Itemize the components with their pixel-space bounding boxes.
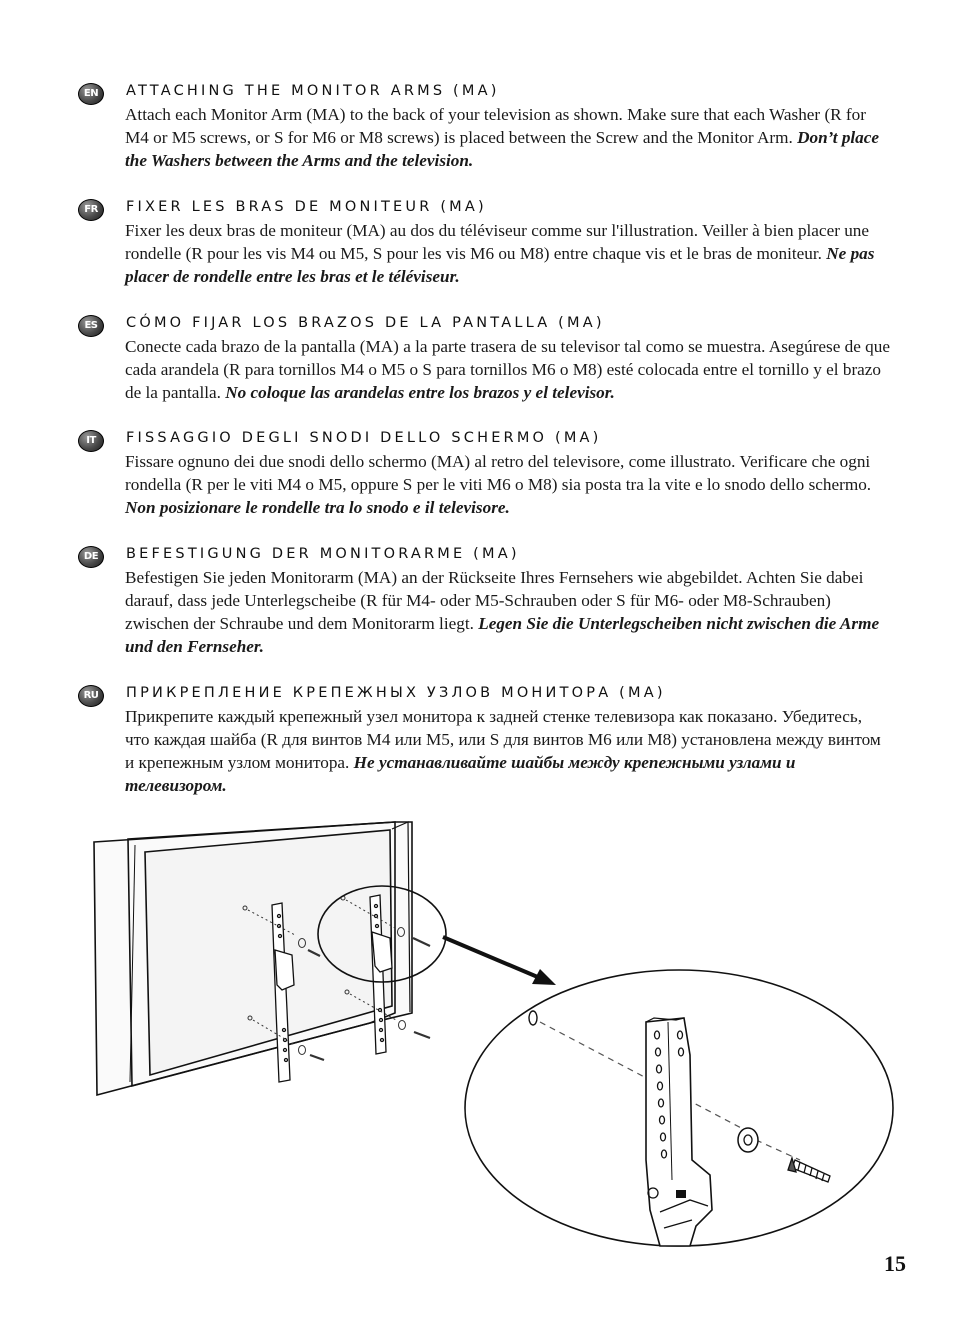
- section-heading: ATTACHING THE MONITOR ARMS (MA): [126, 83, 500, 99]
- page-number: 15: [884, 1251, 906, 1276]
- body-text: Conecte cada brazo de la pantalla (MA) a la parte trasera de su televisor tal como se muestra. Asegúrese de que cada arandela (R para tornillos M4 o M5 o S para tornillos M6 o M8) esté colocada entre el tornillo y el brazo de la pantalla.: [125, 337, 890, 402]
- body-text: Attach each Monitor Arm (MA) to the back of your television as shown. Make sure that each Washer (R for M4 or M5 screws, or S for M6 or M8 screws) is placed between the Screw and the Monitor Arm.: [125, 105, 866, 147]
- body-text: Befestigen Sie jeden Monitorarm (MA) an der Rückseite Ihres Fernsehers wie abgebildet. Achten Sie dabei darauf, dass jede Unterlegscheibe (R für M4- oder M5-Schrauben oder S für M6- oder M8-Schrauben) zwischen der Schraube und dem Monitorarm liegt.: [125, 568, 864, 633]
- section-heading: BEFESTIGUNG DER MONITORARME (MA): [126, 546, 520, 562]
- language-badge-es: ES: [78, 315, 104, 337]
- section-heading: CÓMO FIJAR LOS BRAZOS DE LA PANTALLA (MA): [126, 315, 605, 331]
- warning-text: No coloque las arandelas entre los brazos y el televisor.: [225, 383, 615, 402]
- language-badge-en: EN: [78, 83, 104, 105]
- washer-icon: [738, 1128, 758, 1152]
- tv-back-panel: [94, 822, 412, 1095]
- section-heading: FISSAGGIO DEGLI SNODI DELLO SCHERMO (MA): [126, 430, 602, 446]
- section-heading: FIXER LES BRAS DE MONITEUR (MA): [126, 199, 487, 215]
- section-heading: ПРИКРЕПЛЕНИЕ КРЕПЕЖНЫХ УЗЛОВ МОНИТОРА (MA): [126, 685, 666, 701]
- language-badge-it: IT: [78, 430, 104, 452]
- warning-text: Не устанавливайте шайбы между крепежными узлами и телевизором.: [125, 753, 796, 795]
- warning-text: Legen Sie die Unterlegscheiben nicht zwischen die Arme und den Fernseher.: [125, 614, 880, 656]
- language-badge-de: DE: [78, 546, 104, 568]
- warning-text: Don’t place the Washers between the Arms and the television.: [125, 128, 880, 170]
- language-badge-ru: RU: [78, 685, 104, 707]
- arrow-icon: [443, 937, 556, 985]
- language-badge-fr: FR: [78, 199, 104, 221]
- warning-text: Non posizionare le rondelle tra lo snodo e il televisore.: [125, 498, 510, 517]
- magnified-detail: [465, 970, 893, 1246]
- body-text: Fissare ognuno dei due snodi dello schermo (MA) al retro del televisore, come illustrato. Verificare che ogni rondella (R per le viti M4 o M5, oppure S per le viti M6 o M8) sia posta tra la vite e lo snodo dello schermo.: [125, 452, 872, 494]
- body-text: Fixer les deux bras de moniteur (MA) au dos du téléviseur comme sur l'illustration. Veiller à bien placer une rondelle (R pour les vis M4 ou M5, S pour les vis M6 ou M8) entre chaque vis et le bras de moniteur.: [125, 221, 870, 263]
- warning-text: Ne pas placer de rondelle entre les bras et le téléviseur.: [125, 244, 875, 286]
- body-text: Прикрепите каждый крепежный узел монитора к задней стенке телевизора как показано. Убедитесь, что каждая шайба (R для винтов M4 или M5, или S для винтов M6 или M8) установлена между винтом и крепежным узлом монитора.: [125, 707, 881, 772]
